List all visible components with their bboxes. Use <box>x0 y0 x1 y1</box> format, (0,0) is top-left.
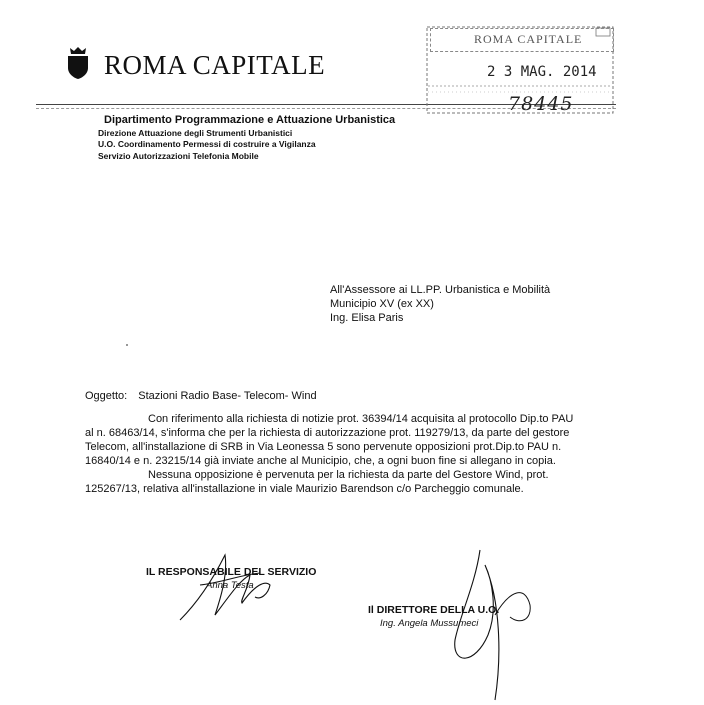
signatory-name: Ing. Angela Mussumeci <box>380 618 479 629</box>
handwritten-signature <box>170 545 280 625</box>
body-line: 125267/13, relativa all'installazione in viale Maurizio Barendson c/o Parcheggio comunale. <box>85 483 524 495</box>
department-line: Servizio Autorizzazioni Telefonia Mobile <box>98 151 259 161</box>
subject-line <box>85 390 317 402</box>
stamp-title: ROMA CAPITALE <box>474 32 583 46</box>
body-line: 16840/14 e n. 23215/14 già inviate anche al Municipio, che, a ogni buon fine si allegano in copia. <box>85 455 556 467</box>
department-name: Dipartimento Programmazione e Attuazione Urbanistica <box>104 114 396 126</box>
addressee-line: Municipio XV (ex XX) <box>330 298 434 310</box>
department-line: U.O. Coordinamento Permessi di costruire a Vigilanza <box>98 139 316 149</box>
scan-speck <box>126 344 128 346</box>
brand-title: ROMA CAPITALE <box>104 50 326 80</box>
subject-label: Oggetto: <box>85 390 128 402</box>
body-line: Nessuna opposizione è pervenuta per la richiesta da parte del Gestore Wind, prot. <box>148 469 549 481</box>
body-line: Con riferimento alla richiesta di notizie prot. 36394/14 acquisita al protocollo Dip.to PAU <box>148 413 574 425</box>
signatory-title: Il DIRETTORE DELLA U.O. <box>368 604 500 616</box>
roma-shield-icon <box>66 46 90 80</box>
signatory-title: IL RESPONSABILE DEL SERVIZIO <box>146 566 317 578</box>
addressee-line: Ing. Elisa Paris <box>330 312 404 324</box>
body-line: Telecom, all'installazione di SRB in Via Leonessa 5 sono pervenute opposizioni prot.Dip.to PAU n. <box>85 441 562 453</box>
stamp-date: 2 3 MAG. 2014 <box>487 64 597 80</box>
signatory-name: Anna Testa <box>206 580 254 591</box>
stamp-protocol-number: 78445 <box>508 93 574 115</box>
handwritten-signature <box>440 545 550 705</box>
body-line: al n. 68463/14, s'informa che per la richiesta di autorizzazione prot. 119279/13, da parte del gestore <box>85 427 570 439</box>
subject-text: Stazioni Radio Base- Telecom- Wind <box>138 390 317 402</box>
department-line: Direzione Attuazione degli Strumenti Urbanistici <box>98 128 293 138</box>
addressee-line: All'Assessore ai LL.PP. Urbanistica e Mobilità <box>330 284 551 296</box>
